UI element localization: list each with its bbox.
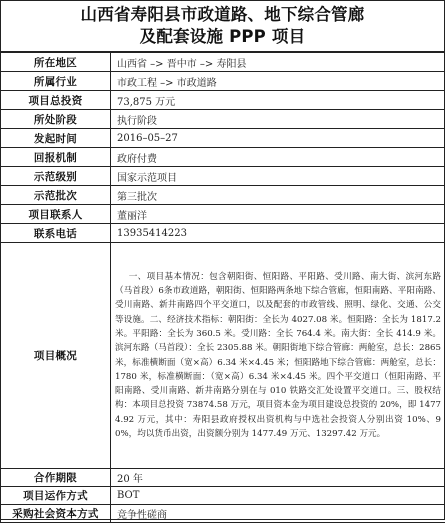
row-contact-person — [1, 205, 445, 224]
row-value: 市政工程 –> 市政道路 — [111, 72, 445, 91]
row-key: 所属行业 — [1, 72, 111, 91]
row-value: 13935414223 — [111, 224, 445, 243]
row-value: 20 年 — [111, 469, 445, 487]
row-value: 山西省 –> 晋中市 –> 寿阳县 — [111, 53, 445, 72]
overview-text: 一、项目基本情况：包含朝阳街、恒阳路、平阳路、受川路、南大街、滨河东路（马首段）6条市政道路，朝阳街、恒阳路两条地下综合管廊，恒阳南路、平阳南路、受川南路、新井南路四个平交道口，以及配套的市政管线、照明、绿化、交通、公交等设施。二、经济技术指标：朝阳街：全长为 4027.08 米。恒阳路：全长为 1817.2 米。平阳路：全长为 360.5 米。受川路：全长 764.4 米。南大街：全长 414.9 米。滨河东路（马首段）：全长 2305.88 米。朝阳街地下综合管廊：两舱室，总长：2865 米，标准横断面（宽×高）6.34 米×4.45 米；恒阳路地下综合管廊：两舱室，总长：1780 米，标准横断面：（宽×高）6.34 米×4.45 米。四个平交道口（恒阳南路、平阳南路、受川南路、新井南路分别在与 010 铁路交汇处设置平交道口。三、股权结构：本项目总投资 73874.58 万元，项目资本金为项目建设总投资的 20%，即 14774.92 万元，其中：寿阳县政府授权出资机构与中选社会投资人分别出资 10%、90%，均以货币出资，出资额分别为 1477.49 万元、13297.42 万元。 — [111, 269, 445, 443]
row-key: 采购社会资本方式 — [1, 505, 111, 523]
row-key: 回报机制 — [1, 148, 111, 167]
title-line-2: 及配套设施 PPP 项目 — [140, 26, 306, 48]
row-key: 示范级别 — [1, 167, 111, 186]
row-key: 发起时间 — [1, 129, 111, 148]
row-value: 董丽洋 — [111, 205, 445, 224]
row-value: 国家示范项目 — [111, 167, 445, 186]
title-line-1: 山西省寿阳县市政道路、地下综合管廊 — [81, 4, 365, 26]
row-key: 示范批次 — [1, 186, 111, 205]
row-overview — [1, 243, 445, 469]
project-info-table — [0, 52, 445, 523]
row-key: 项目运作方式 — [1, 487, 111, 505]
row-region — [1, 53, 445, 72]
row-operation-mode — [1, 487, 445, 505]
row-contact-phone — [1, 224, 445, 243]
row-value: 第三批次 — [111, 186, 445, 205]
row-value: 竞争性磋商 — [111, 505, 445, 523]
row-key: 项目联系人 — [1, 205, 111, 224]
row-stage — [1, 110, 445, 129]
row-value: 73,875 万元 — [111, 91, 445, 110]
row-industry — [1, 72, 445, 91]
row-value: BOT — [111, 487, 445, 505]
row-key: 项目总投资 — [1, 91, 111, 110]
row-demo-level — [1, 167, 445, 186]
row-total-investment — [1, 91, 445, 110]
page-title — [0, 0, 445, 52]
row-key: 项目概况 — [1, 243, 111, 469]
row-key: 所在地区 — [1, 53, 111, 72]
row-value: 政府付费 — [111, 148, 445, 167]
row-value: 2016–05–27 — [111, 129, 445, 148]
row-demo-batch — [1, 186, 445, 205]
row-return-mechanism — [1, 148, 445, 167]
row-start-date — [1, 129, 445, 148]
row-cooperation-term — [1, 469, 445, 487]
row-key: 联系电话 — [1, 224, 111, 243]
row-key: 所处阶段 — [1, 110, 111, 129]
row-value: 执行阶段 — [111, 110, 445, 129]
row-key: 合作期限 — [1, 469, 111, 487]
overview-cell — [111, 243, 445, 469]
